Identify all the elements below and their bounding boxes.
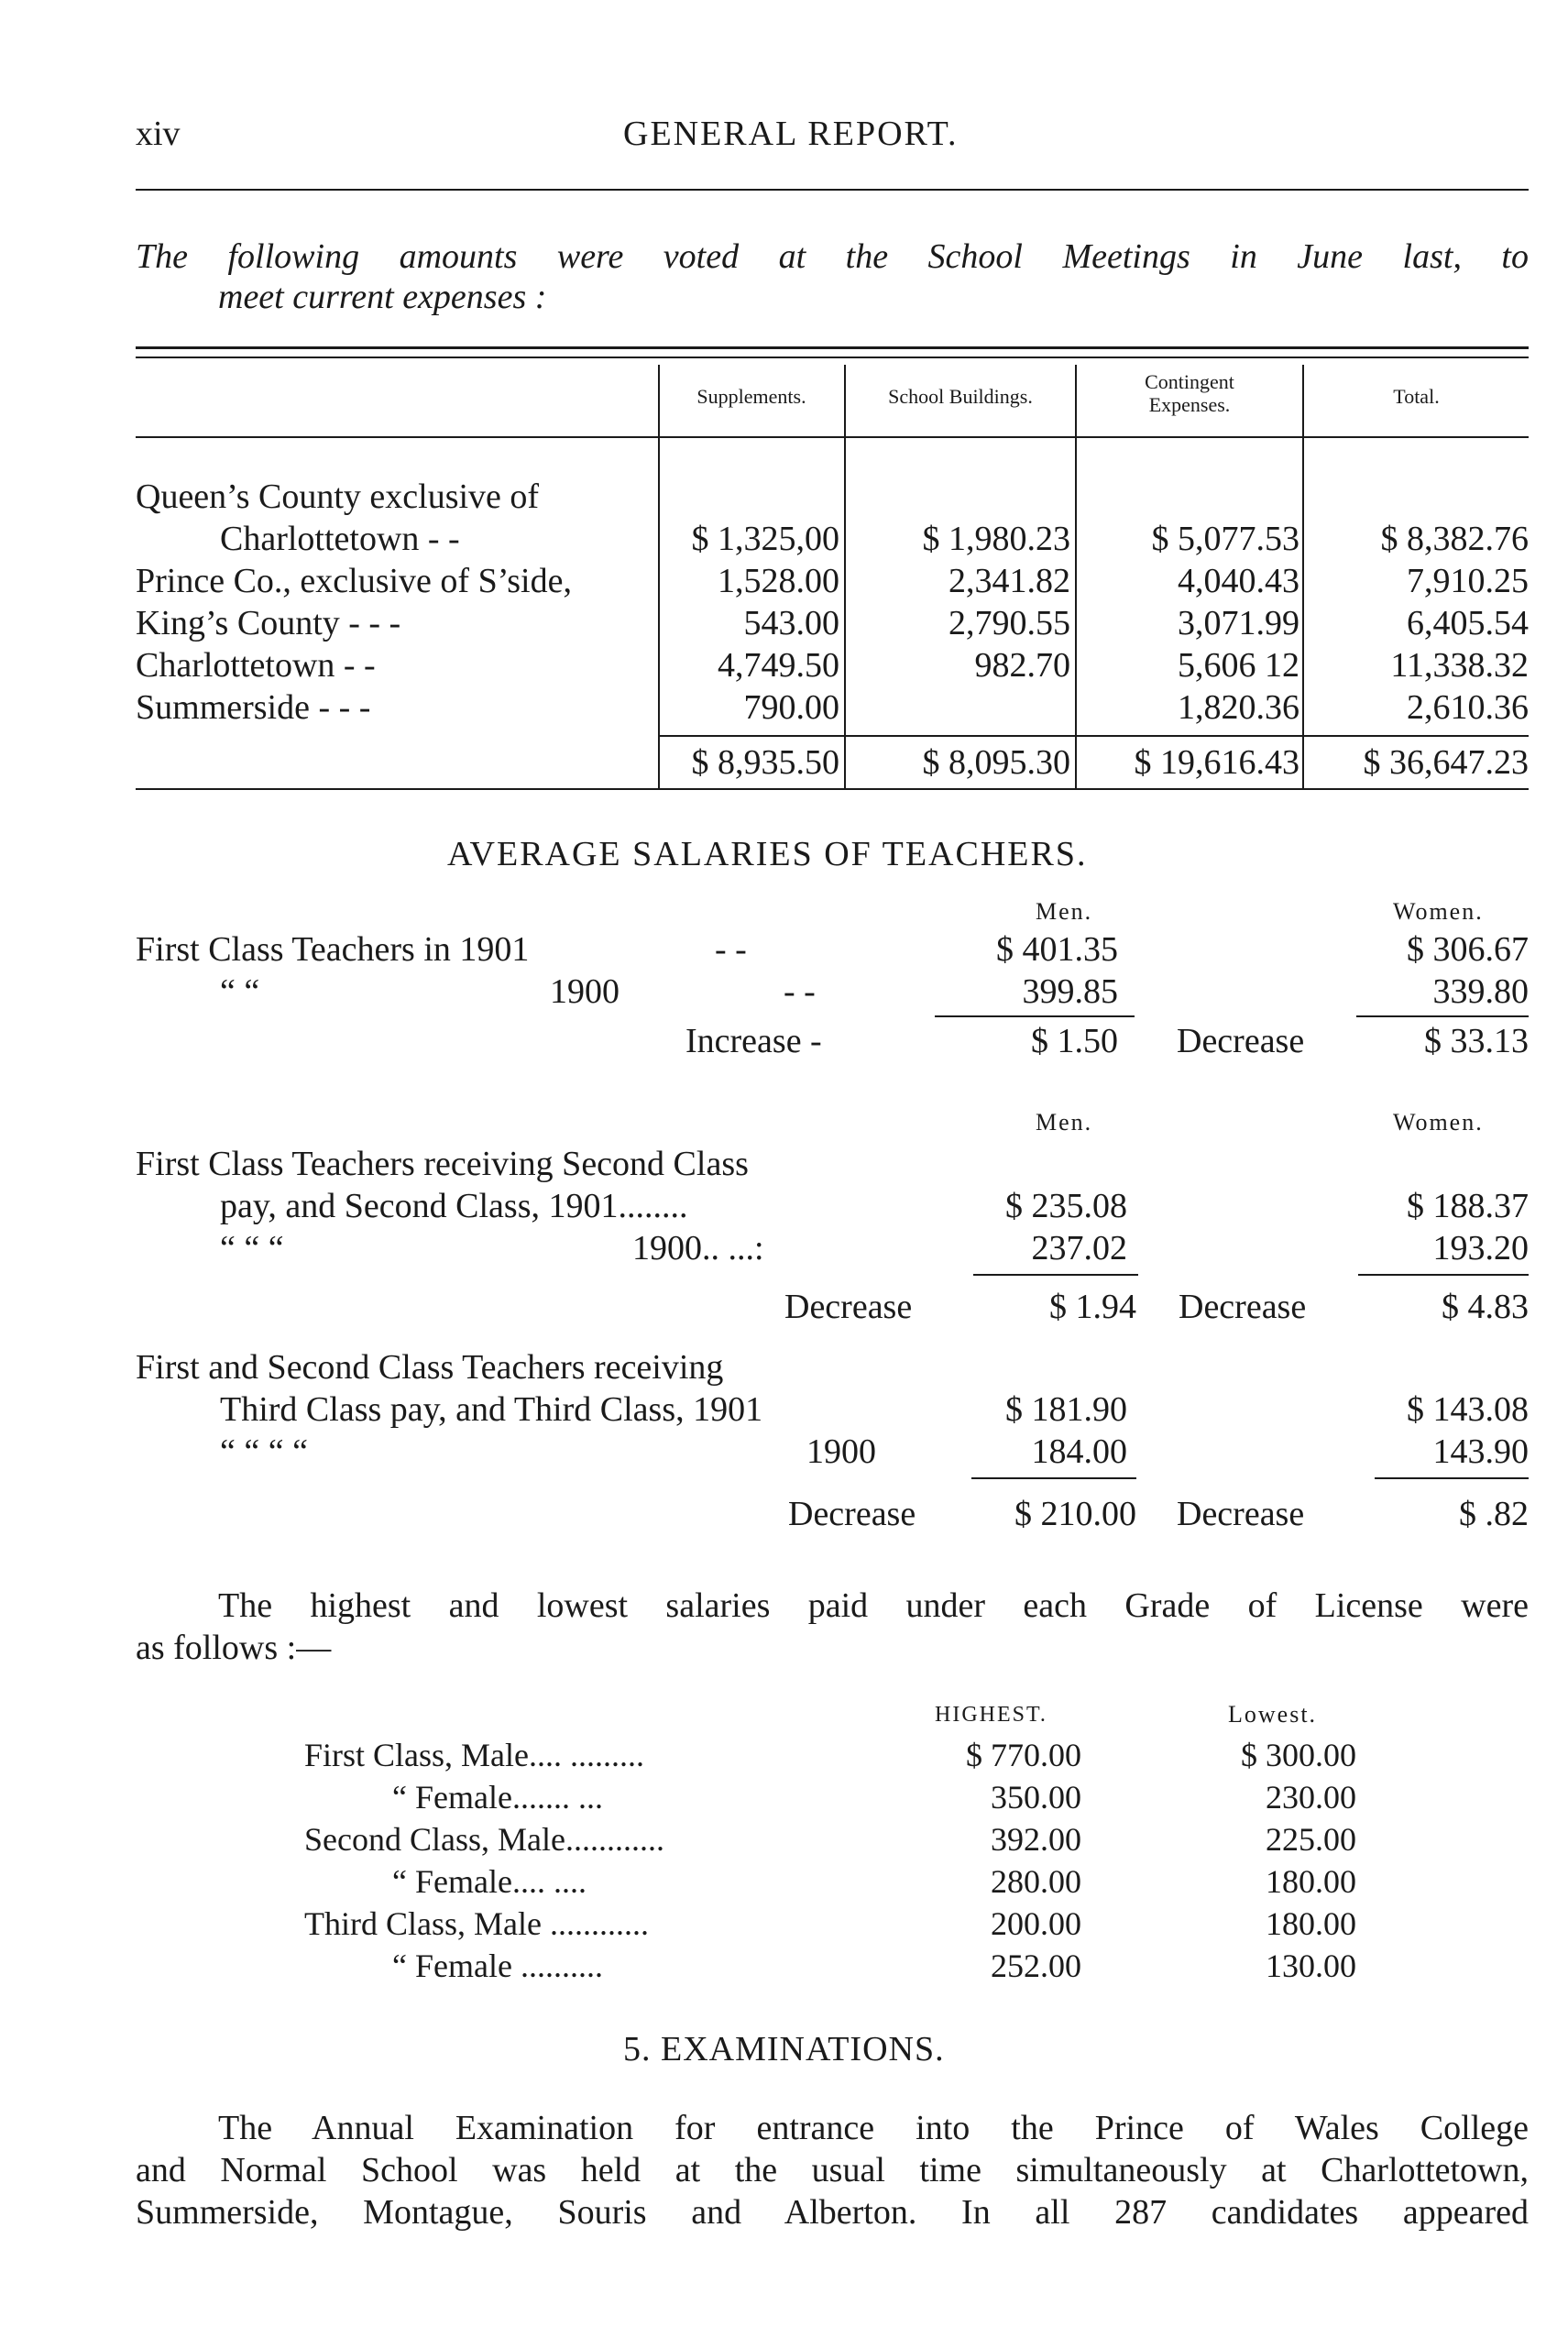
cell-total: $ 8,382.76 (1380, 520, 1529, 558)
cell-total: 2,610.36 (1407, 688, 1529, 727)
women-value: $ 143.08 (1407, 1390, 1529, 1429)
salary-row-year: 1900 (806, 1432, 876, 1471)
men-column-label: Men. (1036, 1109, 1093, 1136)
examinations-heading: 5. EXAMINATIONS. (623, 2030, 945, 2068)
ditto-marks: “ “ “ “ (220, 1432, 308, 1471)
men-change: $ 1.94 (1049, 1288, 1136, 1326)
lowest-value: 180.00 (1266, 1863, 1356, 1900)
change-label: Decrease (1179, 1288, 1307, 1326)
cell-contingent: 3,071.99 (1178, 604, 1299, 642)
lowest-value: 230.00 (1266, 1779, 1356, 1816)
cell-total: 11,338.32 (1390, 646, 1529, 685)
cell-supplements: $ 1,325,00 (691, 520, 839, 558)
page-title: GENERAL REPORT. (623, 115, 959, 153)
men-sum-rule (971, 1477, 1136, 1479)
intro-line-2: meet current expenses : (218, 278, 547, 316)
cell-contingent: 4,040.43 (1178, 562, 1299, 600)
highest-column-label: HIGHEST. (935, 1703, 1047, 1727)
change-label: Decrease (788, 1495, 916, 1533)
women-value: 339.80 (1432, 972, 1529, 1011)
highest-value: 200.00 (991, 1905, 1081, 1942)
salary-row-label: First Class Teachers receiving Second Class (136, 1145, 749, 1183)
col-header-expenses: Expenses. (1148, 393, 1231, 416)
salary-row-label-cont: Third Class pay, and Third Class, 1901 (220, 1390, 763, 1429)
men-value: 184.00 (1031, 1432, 1127, 1471)
lowest-value: 225.00 (1266, 1821, 1356, 1858)
women-change: $ 4.83 (1442, 1288, 1529, 1326)
cell-supplements: 4,749.50 (718, 646, 839, 685)
men-sum-rule (935, 1015, 1135, 1017)
men-change: $ 1.50 (1031, 1022, 1118, 1060)
change-label: Increase - (685, 1022, 822, 1060)
col-header-contingent: Contingent (1145, 370, 1234, 393)
examinations-line-1: The Annual Examination for entrance into the Prince of Wales College (218, 2109, 1529, 2147)
change-label: Decrease (784, 1288, 913, 1326)
dash-leader: - - (784, 972, 816, 1011)
license-row-label: Third Class, Male ............ (304, 1905, 649, 1942)
women-sum-rule (1358, 1274, 1529, 1276)
highest-value: 252.00 (991, 1948, 1081, 1984)
change-label: Decrease (1177, 1495, 1305, 1533)
men-value: $ 235.08 (1005, 1187, 1127, 1225)
cell-buildings: 2,790.55 (948, 604, 1070, 642)
license-paragraph-line-2: as follows :— (136, 1629, 332, 1667)
cell-contingent: 1,820.36 (1178, 688, 1299, 727)
license-row-label: “ Female.... .... (392, 1863, 587, 1900)
cell-supplements: 543.00 (743, 604, 839, 642)
row-label: Queen’s County exclusive of (136, 477, 540, 516)
page-number: xiv (136, 115, 181, 153)
license-row-label: Second Class, Male............ (304, 1821, 664, 1858)
total-buildings: $ 8,095.30 (922, 743, 1070, 782)
women-change: $ 33.13 (1424, 1022, 1529, 1060)
women-column-label: Women. (1393, 898, 1484, 925)
license-row-label: First Class, Male.... ......... (304, 1737, 645, 1773)
lowest-value: 130.00 (1266, 1948, 1356, 1984)
row-label: King’s County - - - (136, 604, 401, 642)
ditto-marks: “ “ “ (220, 1229, 284, 1267)
salary-row-year: 1900 (550, 972, 620, 1011)
cell-buildings: 982.70 (974, 646, 1070, 685)
men-sum-rule (973, 1274, 1138, 1276)
total-total: $ 36,647.23 (1363, 743, 1529, 782)
women-sum-rule (1375, 1477, 1529, 1479)
men-change: $ 210.00 (1014, 1495, 1136, 1533)
examinations-line-3: Summerside, Montague, Souris and Alberton. In all 287 candidates appeared (136, 2193, 1529, 2232)
women-value: $ 188.37 (1407, 1187, 1529, 1225)
salaries-heading: AVERAGE SALARIES OF TEACHERS. (447, 835, 1088, 873)
row-label: Prince Co., exclusive of S’side, (136, 562, 572, 600)
examinations-line-2: and Normal School was held at the usual time simultaneously at Charlottetown, (136, 2151, 1529, 2189)
dash-leader: - - (715, 930, 747, 969)
table-bottom-rule (136, 788, 1529, 790)
ditto-marks: “ “ (220, 972, 260, 1011)
salary-row-year: 1900.. ...: (632, 1229, 764, 1267)
license-paragraph-line-1: The highest and lowest salaries paid under each Grade of License were (218, 1586, 1529, 1625)
women-value: 143.90 (1432, 1432, 1529, 1471)
license-row-label: “ Female....... ... (392, 1779, 603, 1816)
highest-value: 280.00 (991, 1863, 1081, 1900)
women-value: $ 306.67 (1407, 930, 1529, 969)
total-supplements: $ 8,935.50 (691, 743, 839, 782)
table-top-rule (136, 346, 1529, 349)
cell-contingent: 5,606 12 (1178, 646, 1299, 685)
lowest-value: 180.00 (1266, 1905, 1356, 1942)
cell-total: 7,910.25 (1407, 562, 1529, 600)
men-value: $ 401.35 (996, 930, 1118, 969)
men-value: $ 181.90 (1005, 1390, 1127, 1429)
highest-value: 350.00 (991, 1779, 1081, 1816)
women-column-label: Women. (1393, 1109, 1484, 1136)
header-bottom-rule (136, 436, 1529, 438)
col-header-supplements: Supplements. (696, 385, 806, 408)
cell-buildings: 2,341.82 (948, 562, 1070, 600)
row-label: Charlottetown - - (136, 646, 376, 685)
women-change: $ .82 (1459, 1495, 1529, 1533)
salary-row-label-cont: pay, and Second Class, 1901........ (220, 1187, 688, 1225)
highest-value: $ 770.00 (966, 1737, 1081, 1773)
men-value: 399.85 (1022, 972, 1118, 1011)
row-label-cont: Charlottetown - - (220, 520, 460, 558)
total-contingent: $ 19,616.43 (1134, 743, 1299, 782)
women-value: 193.20 (1432, 1229, 1529, 1267)
cell-supplements: 790.00 (743, 688, 839, 727)
men-value: 237.02 (1031, 1229, 1127, 1267)
salary-row-label: First Class Teachers in 1901 (136, 930, 530, 969)
men-column-label: Men. (1036, 898, 1093, 925)
lowest-column-label: Lowest. (1228, 1701, 1318, 1728)
cell-supplements: 1,528.00 (718, 562, 839, 600)
intro-line-1: The following amounts were voted at the School Meetings in June last, to (136, 237, 1529, 276)
col-header-total: Total. (1393, 385, 1440, 408)
cell-total: 6,405.54 (1407, 604, 1529, 642)
license-row-label: “ Female .......... (392, 1948, 603, 1984)
salary-row-label: First and Second Class Teachers receiving (136, 1348, 724, 1387)
row-label: Summerside - - - (136, 688, 371, 727)
cell-buildings: $ 1,980.23 (922, 520, 1070, 558)
women-sum-rule (1356, 1015, 1529, 1017)
highest-value: 392.00 (991, 1821, 1081, 1858)
header-rule (136, 189, 1529, 191)
table-top-rule-2 (136, 357, 1529, 358)
lowest-value: $ 300.00 (1241, 1737, 1356, 1773)
totals-rule (660, 735, 1529, 737)
cell-contingent: $ 5,077.53 (1151, 520, 1299, 558)
change-label: Decrease (1177, 1022, 1305, 1060)
col-header-buildings: School Buildings. (888, 385, 1033, 408)
